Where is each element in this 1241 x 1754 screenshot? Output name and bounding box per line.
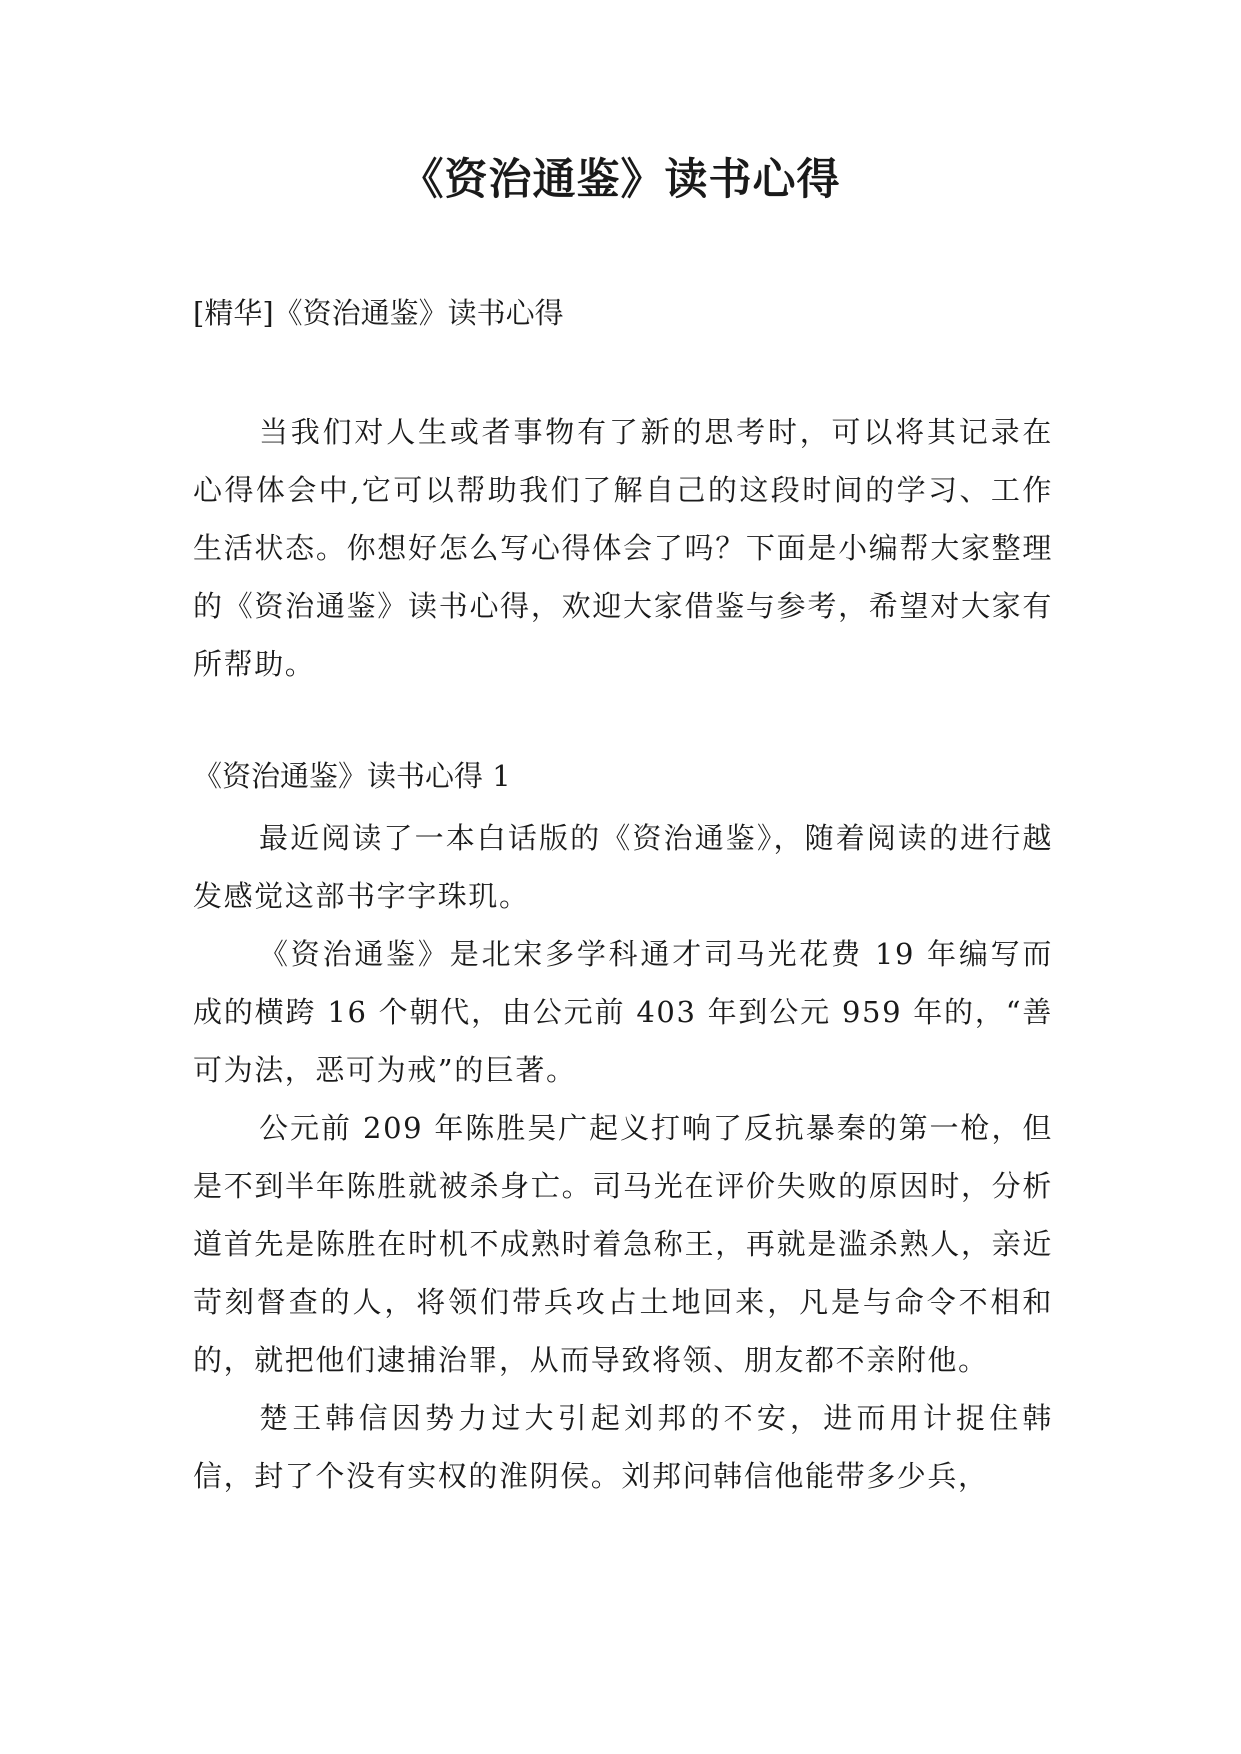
section-body <box>193 809 1053 1505</box>
body-paragraph-2: 《资治通鉴》是北宋多学科通才司马光花费 19 年编写而成的横跨 16 个朝代，由公元前 403 年到公元 959 年的，“善可为法，恶可为戒”的巨著。 <box>193 937 1053 1087</box>
intro-paragraph: 当我们对人生或者事物有了新的思考时，可以将其记录在心得体会中,它可以帮助我们了解自己的这段时间的学习、工作生活状态。你想好怎么写心得体会了吗？下面是小编帮大家整理的《资治通鉴》读书心得，欢迎大家借鉴与参考，希望对大家有所帮助。 <box>193 415 1053 681</box>
section-heading: 《资治通鉴》读书心得 1 <box>193 759 511 793</box>
body-paragraph-1: 最近阅读了一本白话版的《资治通鉴》，随着阅读的进行越发感觉这部书字字珠玑。 <box>193 821 1053 913</box>
intro-block <box>193 403 1053 693</box>
body-paragraph-4: 楚王韩信因势力过大引起刘邦的不安，进而用计捉住韩信，封了个没有实权的淮阴侯。刘邦问韩信他能带多少兵， <box>193 1401 1053 1493</box>
document-title: 《资治通鉴》读书心得 <box>400 155 841 205</box>
document-subtitle: [精华]《资治通鉴》读书心得 <box>193 296 564 330</box>
body-paragraph-3: 公元前 209 年陈胜吴广起义打响了反抗暴秦的第一枪，但是不到半年陈胜就被杀身亡。司马光在评价失败的原因时，分析道首先是陈胜在时机不成熟时着急称王，再就是滥杀熟人，亲近苛刻督查的人，将领们带兵攻占土地回来，凡是与命令不相和的，就把他们逮捕治罪，从而导致将领、朋友都不亲附他。 <box>193 1111 1053 1377</box>
